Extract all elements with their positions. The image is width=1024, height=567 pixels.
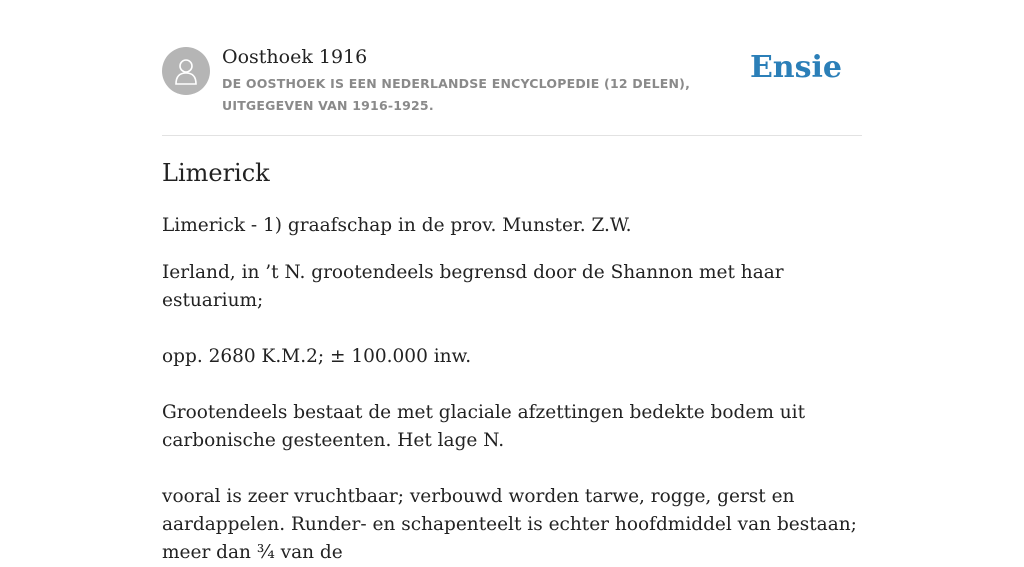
paragraph: vooral is zeer vruchtbaar; verbouwd worden tarwe, rogge, gerst en aardappelen. Runder- en schapenteelt is echter hoofdmiddel van bestaan; meer dan ¾ van de [162, 486, 857, 563]
source-header [162, 40, 862, 136]
user-icon [174, 57, 198, 85]
paragraph: Grootendeels bestaat de met glaciale afzettingen bedekte bodem uit carbonische gesteenten. Het lage N. [162, 402, 806, 451]
avatar[interactable] [162, 47, 210, 95]
paragraph: Ierland, in ’t N. grootendeels begrensd door de Shannon met haar estuarium; [162, 262, 784, 311]
paragraph: Limerick - 1) graafschap in de prov. Munster. Z.W. [162, 215, 632, 236]
article-body [162, 212, 862, 567]
paragraph: opp. 2680 K.M.2; ± 100.000 inw. [162, 346, 472, 367]
ensie-logo[interactable]: Ensie [749, 50, 842, 85]
source-description: DE OOSTHOEK IS EEN NEDERLANDSE ENCYCLOPEDIE (12 DELEN), UITGEGEVEN VAN 1916-1925. [222, 76, 691, 113]
article-title: Limerick [162, 159, 270, 187]
source-title[interactable]: Oosthoek 1916 [222, 46, 368, 68]
